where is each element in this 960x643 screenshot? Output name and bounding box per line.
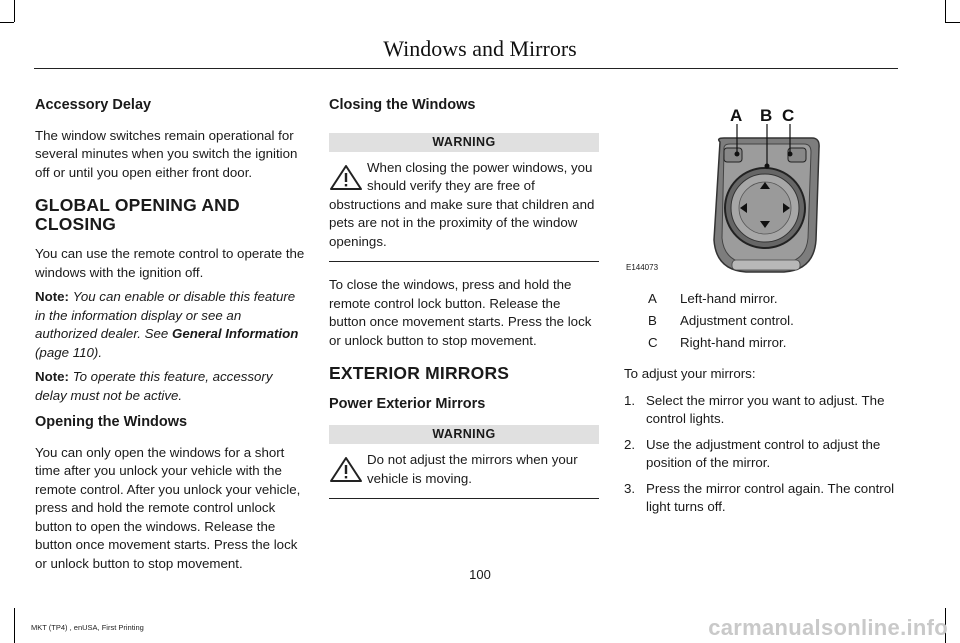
- crop-mark: [945, 22, 960, 23]
- callout-a: A: [730, 106, 743, 125]
- list-item: [624, 480, 896, 517]
- steps-list: [624, 392, 896, 517]
- legend-key: A: [648, 291, 657, 306]
- step-number: 2.: [624, 436, 636, 452]
- figure-id: E144073: [626, 263, 659, 272]
- warning-body: [329, 152, 599, 263]
- header-rule: [34, 68, 898, 69]
- print-info: MKT (TP4) , enUSA, First Printing: [31, 623, 144, 632]
- warning-box: [329, 133, 599, 263]
- opening-windows-text: You can only open the windows for a short time after you unlock your vehicle with the remote control. After you unlock your vehicle, press and hold the remote control unlock button to open the windows. Release the button once movement starts. Press the lock or unlock button to stop movement.: [35, 444, 301, 571]
- page-title: Windows and Mirrors: [383, 36, 577, 61]
- right-column: [624, 290, 896, 524]
- step-text: Use the adjustment control to adjust the position of the mirror.: [646, 436, 881, 470]
- legend-key: C: [648, 335, 658, 350]
- crop-mark: [14, 0, 15, 22]
- legend-row: [624, 334, 896, 353]
- closing-windows-text: To close the windows, press and hold the remote control lock button. Release the button once movement starts. Press the lock or unlock button to stop movement.: [329, 277, 592, 348]
- middle-column: [329, 96, 599, 499]
- note-1: [35, 288, 305, 362]
- power-mirrors-heading: Power Exterior Mirrors: [329, 395, 486, 412]
- mirror-control-illustration: [624, 100, 822, 276]
- list-item: [624, 436, 896, 473]
- adjust-intro: To adjust your mirrors:: [624, 366, 756, 381]
- callout-c: C: [782, 106, 795, 125]
- warning-box: [329, 425, 599, 499]
- watermark: carmanualsonline.info: [708, 615, 948, 640]
- note-text: To operate this feature, accessory delay must not be active.: [35, 369, 273, 403]
- warning-header: WARNING: [329, 425, 599, 444]
- list-item: [624, 392, 896, 429]
- legend-text: Adjustment control.: [680, 313, 794, 328]
- legend-text: Left-hand mirror.: [680, 291, 778, 306]
- exterior-mirrors-heading: EXTERIOR MIRRORS: [329, 363, 510, 383]
- warning-triangle-icon: [329, 163, 363, 191]
- opening-windows-heading: Opening the Windows: [35, 414, 188, 430]
- note-label: Note:: [35, 289, 69, 304]
- crop-mark: [14, 608, 15, 643]
- legend-row: [624, 312, 896, 331]
- left-column: [35, 96, 305, 583]
- legend-row: [624, 290, 896, 309]
- note-label: Note:: [35, 369, 69, 384]
- global-text: You can use the remote control to operate the windows with the ignition off.: [35, 246, 305, 280]
- crop-mark: [0, 22, 14, 23]
- crop-mark: [945, 0, 946, 22]
- legend-text: Right-hand mirror.: [680, 335, 787, 350]
- step-number: 3.: [624, 480, 636, 496]
- legend-key: B: [648, 313, 657, 328]
- note-2: [35, 368, 305, 405]
- warning-header: WARNING: [329, 133, 599, 152]
- cross-reference-link[interactable]: General Information: [172, 326, 299, 341]
- step-text: Press the mirror control again. The control light turns off.: [646, 480, 895, 514]
- warning-body: [329, 444, 599, 499]
- note-text: You can enable or disable this feature in the information display or see an authorized dealer. See: [35, 289, 296, 341]
- warning-text: Do not adjust the mirrors when your vehicle is moving.: [367, 452, 578, 486]
- global-heading: GLOBAL OPENING AND CLOSING: [35, 195, 240, 234]
- legend: [624, 290, 896, 353]
- accessory-delay-text: The window switches remain operational for several minutes when you switch the ignition off or until you open either front door.: [35, 127, 298, 180]
- closing-windows-heading: Closing the Windows: [329, 97, 476, 113]
- callout-b: B: [760, 106, 773, 125]
- step-text: Select the mirror you want to adjust. The control lights.: [646, 392, 885, 426]
- warning-text: When closing the power windows, you should verify they are free of obstructions and make sure that children and pets are not in the proximity of the window openings.: [329, 159, 595, 249]
- step-number: 1.: [624, 392, 636, 408]
- accessory-delay-heading: Accessory Delay: [35, 97, 152, 113]
- warning-triangle-icon: [329, 455, 363, 483]
- page-reference: (page 110).: [35, 344, 103, 360]
- page-number: 100: [469, 567, 491, 582]
